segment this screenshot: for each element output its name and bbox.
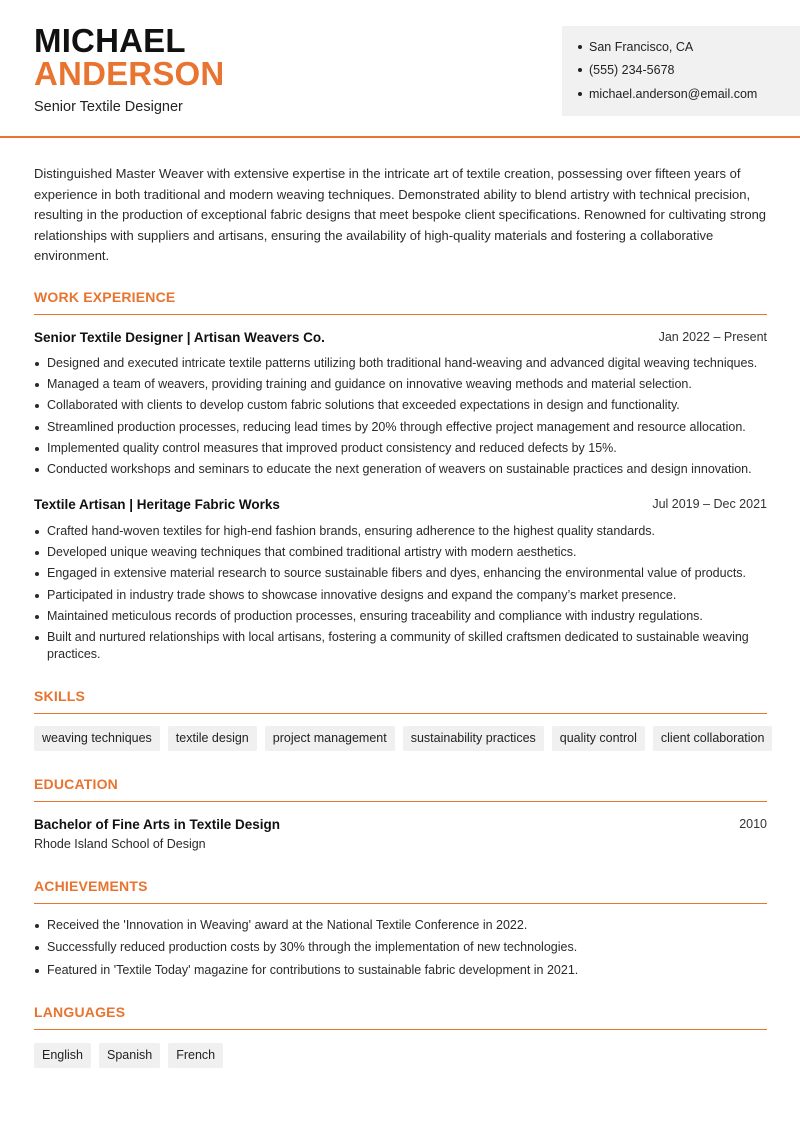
education-year: 2010 [739, 817, 767, 831]
skill-tag: client collaboration [653, 726, 773, 751]
experience-role: Senior Textile Designer | Artisan Weavers Co. [34, 330, 325, 345]
section-title-education: EDUCATION [34, 776, 767, 802]
job-title: Senior Textile Designer [34, 99, 183, 115]
list-item: Collaborated with clients to develop custom fabric solutions that exceeded expectations in design and functionality. [34, 397, 767, 415]
contact-email[interactable]: michael.anderson@email.com [578, 87, 757, 101]
skill-tag: quality control [552, 726, 645, 751]
education-degree: Bachelor of Fine Arts in Textile Design [34, 817, 281, 832]
first-name: MICHAEL [34, 22, 186, 59]
list-item: Developed unique weaving techniques that combined traditional artistry with modern aesthetics. [34, 544, 767, 562]
skill-tag: sustainability practices [403, 726, 544, 751]
experience-header [34, 497, 767, 515]
last-name: ANDERSON [34, 55, 225, 92]
education-header [34, 817, 767, 835]
achievements-list [34, 917, 767, 984]
list-item: Implemented quality control measures that improved product consistency and reduced defects by 15%. [34, 440, 767, 458]
experience-dates: Jul 2019 – Dec 2021 [652, 497, 767, 511]
section-title-languages: LANGUAGES [34, 1004, 767, 1030]
experience-header [34, 330, 767, 348]
skill-tag: weaving techniques [34, 726, 160, 751]
list-item: Streamlined production processes, reducing lead times by 20% through effective project management and resource allocation. [34, 419, 767, 437]
experience-bullets [34, 355, 767, 482]
section-title-work-experience: WORK EXPERIENCE [34, 289, 767, 315]
experience-dates: Jan 2022 – Present [658, 330, 767, 344]
resume-header [0, 0, 800, 138]
list-item: Designed and executed intricate textile patterns utilizing both traditional hand-weaving and advanced digital weaving techniques. [34, 355, 767, 373]
list-item: Featured in 'Textile Today' magazine for contributions to sustainable fabric development in 2021. [34, 962, 767, 980]
languages-list [34, 1043, 774, 1068]
list-item: Managed a team of weavers, providing training and guidance on innovative weaving methods and material selection. [34, 376, 767, 394]
experience-role: Textile Artisan | Heritage Fabric Works [34, 497, 280, 512]
summary: Distinguished Master Weaver with extensive expertise in the intricate art of textile creation, possessing over fifteen years of experience in both traditional and modern weaving techniques. Demonstrated ability to blend artistry with technical precision, resulting in the production of exceptional fabric designs that meet bespoke client specifications. Renowned for cultivating strong relationships with suppliers and artisans, ensuring the availability of high-quality materials and fostering a collaborative environment. [34, 166, 767, 263]
list-item: Successfully reduced production costs by 30% through the implementation of new technologies. [34, 939, 767, 957]
skills-list [34, 726, 774, 751]
skill-tag: project management [265, 726, 395, 751]
contact-box [562, 26, 800, 116]
list-item: Built and nurtured relationships with local artisans, fostering a community of skilled craftsmen dedicated to sustainable weaving practices. [34, 629, 767, 664]
list-item: Received the 'Innovation in Weaving' award at the National Textile Conference in 2022. [34, 917, 767, 935]
language-tag: French [168, 1043, 223, 1068]
list-item: Maintained meticulous records of production processes, ensuring traceability and compliance with industry regulations. [34, 608, 767, 626]
contact-location: San Francisco, CA [578, 40, 693, 54]
education-school: Rhode Island School of Design [34, 837, 206, 851]
section-title-skills: SKILLS [34, 688, 767, 714]
contact-phone: (555) 234-5678 [578, 63, 674, 77]
language-tag: English [34, 1043, 91, 1068]
language-tag: Spanish [99, 1043, 160, 1068]
list-item: Participated in industry trade shows to showcase innovative designs and expand the company’s market presence. [34, 587, 767, 605]
experience-bullets [34, 523, 767, 668]
section-title-achievements: ACHIEVEMENTS [34, 878, 767, 904]
list-item: Engaged in extensive material research to source sustainable fibers and dyes, enhancing the environmental value of products. [34, 565, 767, 583]
list-item: Conducted workshops and seminars to educate the next generation of weavers on sustainable practices and design innovation. [34, 461, 767, 479]
list-item: Crafted hand-woven textiles for high-end fashion brands, ensuring adherence to the highest quality standards. [34, 523, 767, 541]
skill-tag: textile design [168, 726, 257, 751]
